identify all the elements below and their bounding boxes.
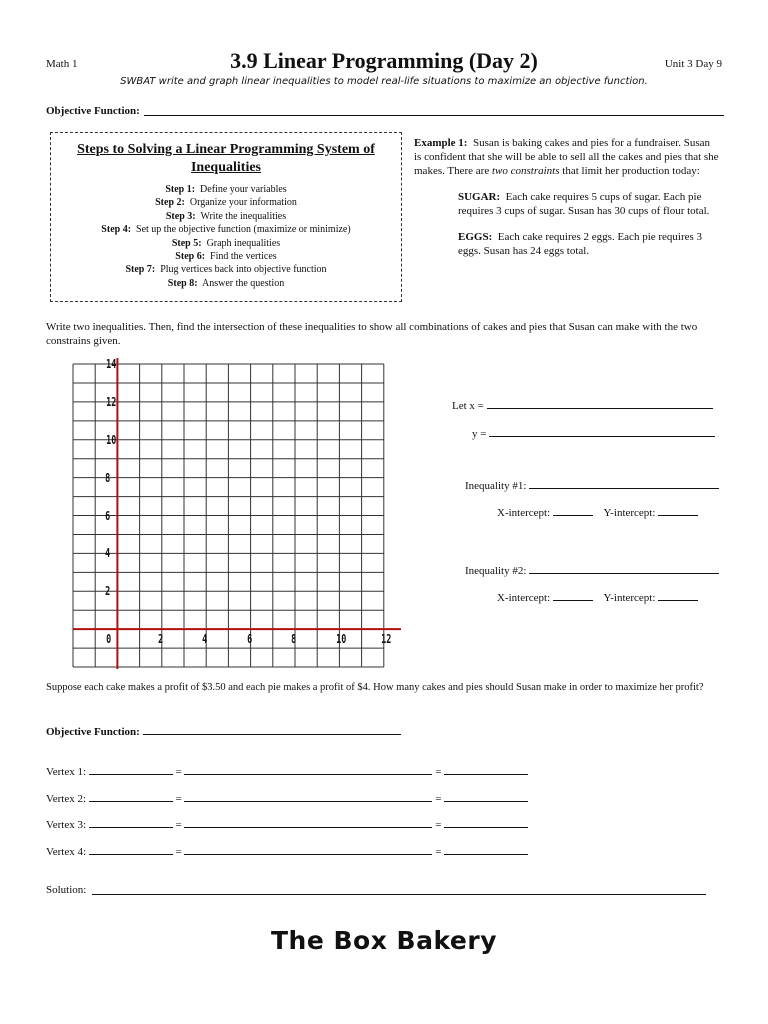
example-intro-end: that limit her production today: (559, 165, 700, 177)
step-text: Define your variables (200, 184, 287, 195)
inequality-1-label: Inequality #1: (465, 480, 527, 492)
step-label: Step 8: (167, 277, 198, 289)
step-label: Step 2: (155, 197, 185, 209)
step-label: Step 5: (171, 237, 202, 249)
example-intro: Susan is baking cakes and pies for a fundraiser. Susan is confident that she will be able to sell all the cakes and pies that she makes. There are (414, 137, 719, 177)
steps-title: Steps to Solving a Linear Programming System of Inequalities (77, 142, 375, 175)
vertex-substitution-blank[interactable] (184, 791, 432, 802)
equals-sign: = (175, 792, 182, 805)
inequality-2-field (465, 563, 719, 577)
vertex-substitution-blank[interactable] (184, 817, 432, 828)
objective-function-line-2 (46, 724, 401, 738)
sugar-text: Each cake requires 5 cups of sugar. Each pie requires 3 cups of sugar. Susan has 30 cups of flour total. (458, 191, 710, 217)
y-intercept-1-blank[interactable] (658, 505, 698, 516)
inequality-2-label: Inequality #2: (465, 565, 527, 577)
x-tick-label: 10 (336, 632, 347, 647)
instructions: Write two inequalities. Then, find the intersection of these inequalities to show all combinations of cakes and pies that Susan can make with the two constrains given. (46, 321, 698, 347)
let-y-field (472, 426, 715, 440)
step-label: Step 4: (101, 224, 132, 236)
unit-label: Unit 3 Day 9 (664, 58, 722, 70)
y-tick-label: 10 (106, 432, 117, 447)
sugar-label: SUGAR: (458, 191, 501, 203)
x-tick-label: 8 (291, 632, 297, 647)
inequality-1-field (465, 478, 719, 492)
equals-sign: = (175, 845, 182, 858)
vertex-value-blank[interactable] (444, 764, 528, 775)
y-tick-label: 2 (105, 584, 111, 599)
vertex-value-blank[interactable] (444, 791, 528, 802)
step-text: Plug vertices back into objective function (160, 264, 327, 276)
x-tick-label: 2 (157, 632, 163, 647)
vertex-row (46, 764, 528, 778)
objective-blank-2[interactable] (143, 724, 401, 735)
intercepts-2 (497, 590, 698, 604)
y-intercept-label: Y-intercept: (603, 592, 656, 604)
equals-sign: = (435, 819, 442, 831)
y-intercept-label: Y-intercept: (603, 507, 656, 519)
vertex-row (46, 791, 528, 805)
solution-blank[interactable] (92, 884, 706, 895)
eggs-label: EGGS: (458, 231, 493, 243)
x-tick-label: 0 (106, 632, 112, 647)
vertex-point-blank[interactable] (89, 764, 173, 775)
vertex-point-blank[interactable] (89, 817, 173, 828)
vertex-label: Vertex 2: (46, 792, 87, 805)
y-tick-label: 8 (105, 470, 111, 485)
x-tick-label: 4 (202, 632, 208, 647)
solution-line (46, 884, 706, 896)
step-text: Write the inequalities (200, 210, 287, 222)
step-text: Organize your information (189, 197, 297, 209)
equals-sign: = (175, 819, 182, 831)
x-intercept-label: X-intercept: (497, 592, 551, 604)
inequality-2-blank[interactable] (529, 563, 719, 574)
course-label: Math 1 (46, 58, 78, 70)
vertex-label: Vertex 3: (46, 819, 87, 831)
y-tick-label: 4 (105, 546, 111, 561)
vertex-row (46, 844, 528, 858)
page-title: 3.9 Linear Programming (Day 2) (230, 48, 538, 73)
vertex-point-blank[interactable] (89, 844, 173, 855)
step-label: Step 1: (165, 184, 196, 195)
step-text: Find the vertices (210, 251, 277, 263)
x-intercept-1-blank[interactable] (553, 505, 593, 516)
equals-sign: = (175, 766, 182, 778)
vertex-label: Vertex 4: (46, 845, 87, 858)
vertex-row (46, 817, 528, 831)
y-tick-label: 12 (106, 394, 117, 409)
let-x-label: Let x = (452, 400, 484, 412)
x-intercept-label: X-intercept: (497, 507, 551, 519)
vertex-point-blank[interactable] (89, 791, 173, 802)
example-label: Example 1: (414, 137, 468, 149)
equals-sign: = (435, 792, 442, 805)
step-text: Graph inequalities (206, 237, 281, 249)
swbat-text: SWBAT write and graph linear inequalities to model real-life situations to maximize an objective function. (120, 76, 648, 87)
intercepts-1 (497, 505, 698, 519)
y-tick-label: 14 (106, 357, 117, 371)
let-y-label: y = (472, 428, 487, 440)
example-emphasis: two constraints (491, 165, 560, 177)
vertex-value-blank[interactable] (444, 844, 528, 855)
eggs-text: Each cake requires 2 eggs. Each pie requires 3 eggs. Susan has 24 eggs total. (458, 231, 703, 257)
step-label: Step 6: (175, 251, 206, 263)
step-label: Step 3: (165, 210, 196, 222)
let-x-blank[interactable] (487, 398, 713, 409)
x-intercept-2-blank[interactable] (553, 590, 593, 601)
let-x-field (452, 398, 713, 412)
let-y-blank[interactable] (489, 426, 715, 437)
equals-sign: = (435, 766, 442, 778)
vertex-substitution-blank[interactable] (184, 844, 432, 855)
vertex-label: Vertex 1: (46, 766, 87, 778)
solution-label: Solution: (46, 884, 87, 896)
y-intercept-2-blank[interactable] (658, 590, 698, 601)
equals-sign: = (435, 845, 442, 858)
objective-label: Objective Function: (46, 105, 140, 117)
profit-question: Suppose each cake makes a profit of $3.50 and each pie makes a profit of $4. How many cakes and pies should Susan make in order to maximize her profit? (46, 682, 704, 693)
objective-label-2: Objective Function: (46, 726, 140, 738)
step-text: Answer the question (201, 277, 285, 289)
footer-logo: The Box Bakery (270, 926, 498, 955)
vertex-substitution-blank[interactable] (184, 764, 432, 775)
step-text: Set up the objective function (maximize or minimize) (136, 224, 351, 236)
step-label: Step 7: (125, 264, 156, 276)
x-tick-label: 12 (380, 632, 392, 647)
x-tick-label: 6 (246, 632, 252, 647)
inequality-1-blank[interactable] (529, 478, 719, 489)
vertex-value-blank[interactable] (444, 817, 528, 828)
y-tick-label: 6 (105, 508, 111, 523)
